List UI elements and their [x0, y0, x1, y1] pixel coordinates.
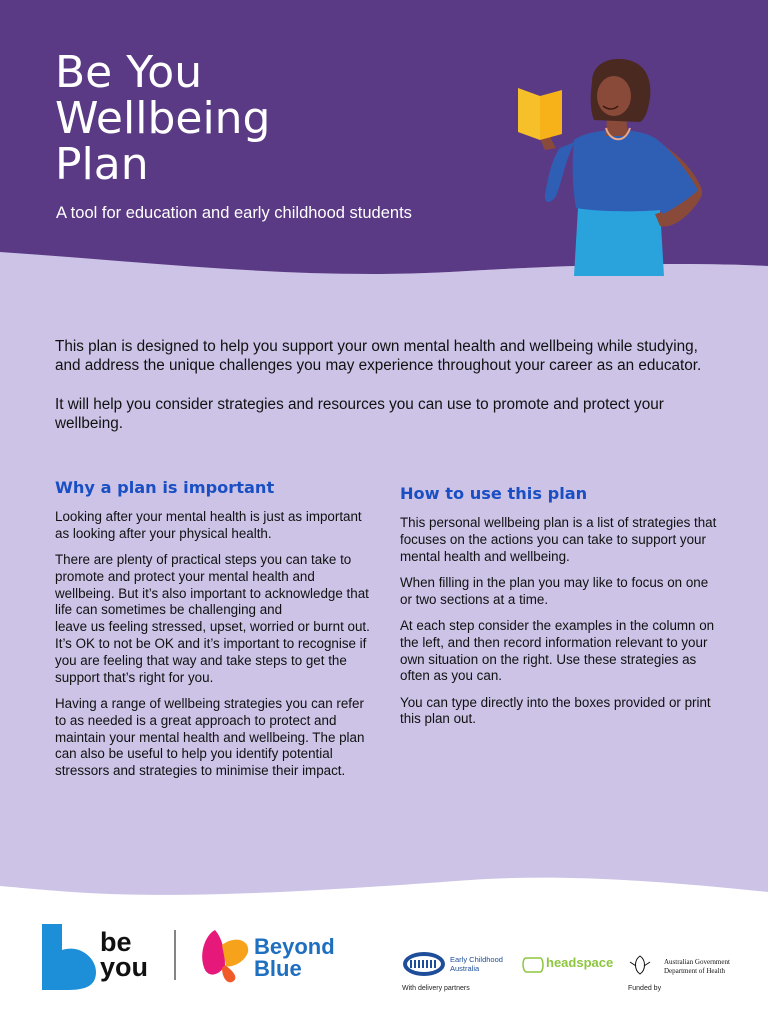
eca-logo-line-1: Early Childhood	[450, 955, 503, 964]
beyondblue-logo-line-2: Blue	[254, 956, 302, 981]
intro-paragraph-2: It will help you consider strategies and resources you can use to promote and protect your wellbeing.	[55, 395, 664, 432]
intro-paragraph-1: This plan is designed to help you support your own mental health and wellbeing while studying, and address the unique challenges you may experience throughout your career as an educator.	[55, 338, 702, 375]
title-line-3: Plan	[55, 139, 149, 190]
how-paragraph-2: When filling in the plan you may like to focus on one or two sections at a time.	[400, 574, 709, 607]
beyou-logo-line-1: be	[100, 927, 132, 957]
page-subtitle: A tool for education and early childhood students	[56, 204, 412, 222]
how-paragraph-3: At each step consider the examples in the column on the left, and then record information relevant to your own situation on the right. Use these strategies as often as you can.	[400, 617, 715, 684]
how-to-use-heading: How to use this plan	[400, 484, 588, 503]
gov-logo-line-1: Australian Government	[664, 958, 730, 966]
why-paragraph-1: Looking after your mental health is just as important as looking after your physical health.	[55, 509, 362, 541]
beyondblue-logo-text	[254, 936, 335, 980]
why-paragraph-3: Having a range of wellbeing strategies you can refer to as needed is a great approach to protect and maintain your mental health and wellbeing. The plan can also be useful to help you identify potential stressors and strategies to minimise their impact.	[55, 695, 365, 779]
delivery-partners-label: With delivery partners	[402, 985, 470, 992]
why-plan-section	[55, 478, 377, 789]
why-plan-heading: Why a plan is important	[55, 478, 275, 497]
title-line-2: Wellbeing	[55, 93, 271, 144]
how-paragraph-4: You can type directly into the boxes provided or print this plan out.	[400, 694, 711, 727]
how-to-use-section	[400, 484, 722, 738]
gov-logo-text	[664, 958, 730, 976]
how-paragraph-1: This personal wellbeing plan is a list of strategies that focuses on the actions you can take to support your mental health and wellbeing.	[400, 515, 717, 564]
beyondblue-logo-line-1: Beyond	[254, 934, 335, 959]
funded-by-label: Funded by	[628, 985, 662, 992]
title-line-1: Be You	[55, 47, 203, 98]
gov-logo-line-2: Department of Health	[664, 967, 726, 975]
eca-logo-mark	[403, 952, 445, 976]
intro-section	[55, 337, 725, 452]
why-paragraph-2: There are plenty of practical steps you can take to promote and protect your mental health and wellbeing. But it’s also important to acknowledge that life can sometimes be challenging and leave us feeling stressed, upset, worried or burnt out. It’s OK to not be OK and it’s important to recognise if you are feeling that way and take steps to get the support that’s right for you.	[55, 552, 370, 685]
beyou-logo-line-2: you	[100, 952, 149, 982]
beyou-logo-text	[100, 927, 149, 982]
eca-logo-line-2: Australia	[450, 964, 480, 973]
eca-logo-text	[450, 955, 503, 973]
headspace-logo-text: headspace	[546, 955, 614, 970]
page-title	[55, 47, 475, 190]
